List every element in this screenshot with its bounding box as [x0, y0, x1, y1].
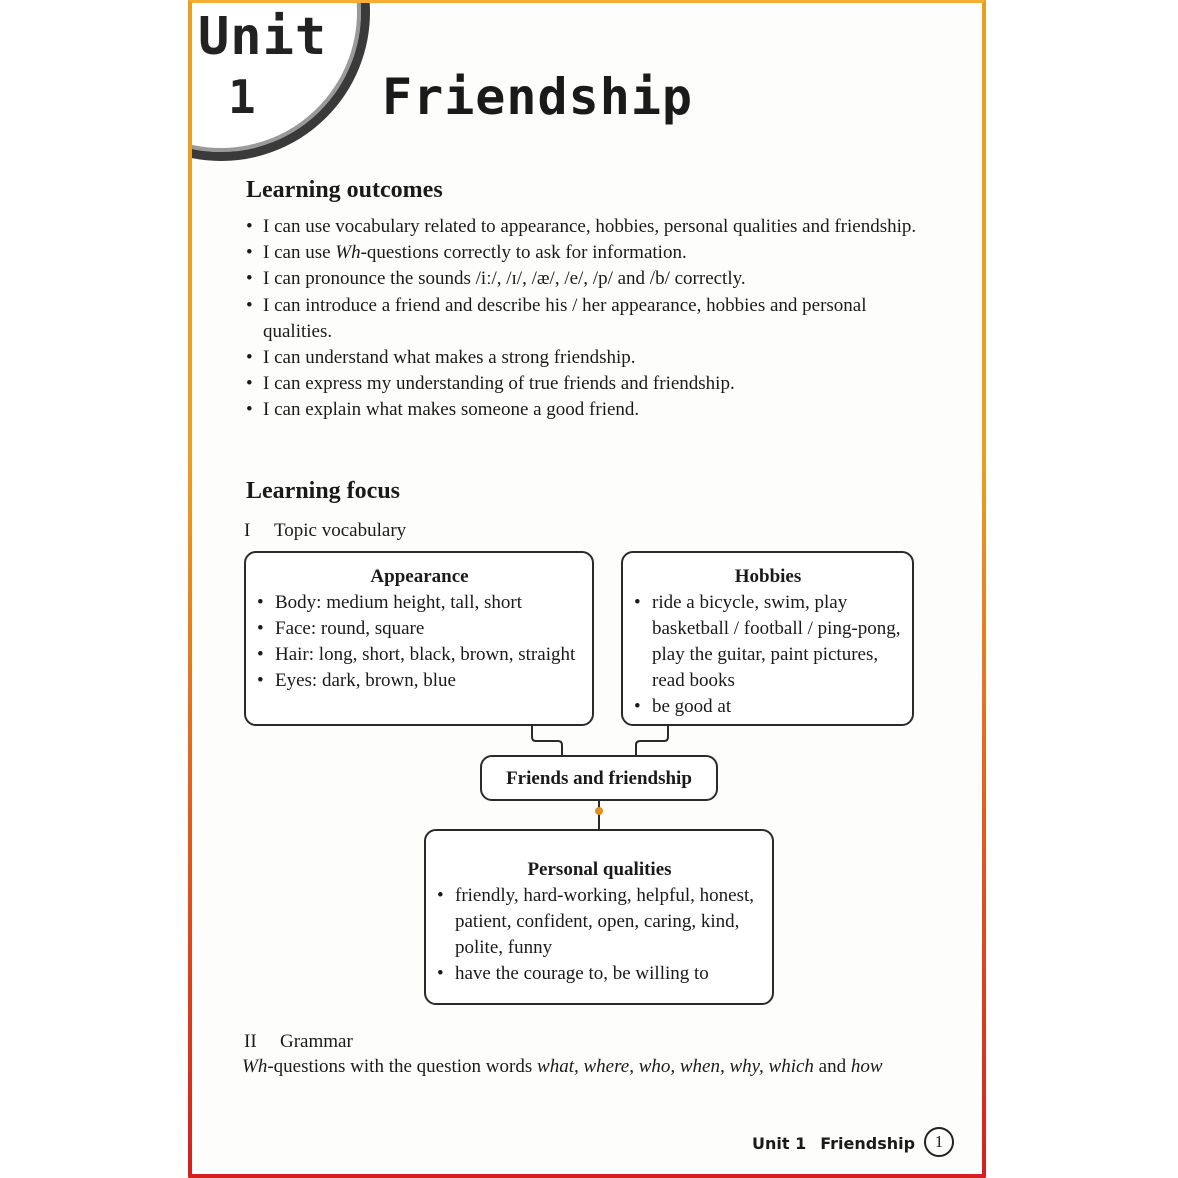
personal-qualities-heading: Personal qualities [527, 859, 672, 880]
wh-italic: Wh [335, 242, 361, 264]
grammar-numeral: II [244, 1031, 257, 1052]
topic-label: Topic vocabulary [274, 520, 407, 541]
list-item: • Body: medium height, tall, short [257, 590, 582, 616]
grammar-description [242, 1054, 922, 1080]
page-number: 1 [924, 1127, 954, 1157]
connector-hobbies [636, 724, 668, 756]
textbook-page [192, 3, 982, 1174]
list-item: • Face: round, square [257, 616, 582, 642]
learning-focus-heading: Learning focus [246, 478, 401, 504]
list-item: • be good at [634, 694, 902, 720]
grammar-text: -questions with the question words [267, 1056, 533, 1077]
outcome-item: • I can explain what makes someone a good friend. [246, 397, 926, 423]
friends-and-friendship-box [480, 755, 718, 801]
unit-number: 1 [228, 70, 256, 124]
connector-appearance [532, 724, 562, 756]
question-word-how: how [850, 1056, 883, 1077]
hobbies-list [634, 590, 902, 720]
page-title: Friendship [382, 68, 694, 126]
personal-qualities-box [424, 829, 774, 1005]
list-item: • Hair: long, short, black, brown, straight [257, 642, 582, 668]
outcome-item: • I can pronounce the sounds /iː/, /ɪ/, /æ/, /e/, /p/ and /b/ correctly. [246, 266, 926, 292]
grammar-and: and [818, 1056, 847, 1077]
personal-qualities-list [437, 883, 762, 987]
appearance-list [257, 590, 582, 694]
outcome-item: • I can use vocabulary related to appearance, hobbies, personal qualities and friendship. [246, 214, 926, 240]
hobbies-heading: Hobbies [734, 566, 802, 587]
grammar-label: Grammar [280, 1031, 353, 1052]
outcome-item: • I can express my understanding of true friends and friendship. [246, 371, 926, 397]
outcome-item: • I can use Wh-questions correctly to ask for information. [246, 240, 926, 266]
appearance-heading: Appearance [370, 566, 469, 587]
question-words: what, where, who, when, why, which [537, 1056, 814, 1077]
unit-label: Unit [198, 7, 328, 67]
footer-title: Friendship [820, 1134, 916, 1153]
list-item: • have the courage to, be willing to [437, 961, 762, 987]
footer-unit: Unit 1 [752, 1134, 807, 1153]
topic-numeral: I [244, 520, 251, 541]
learning-outcomes-heading: Learning outcomes [246, 177, 443, 203]
appearance-box [244, 551, 594, 726]
connector-dot [595, 807, 603, 815]
outcome-item-rest: -questions correctly to ask for information. [360, 242, 687, 264]
list-item: • Eyes: dark, brown, blue [257, 668, 582, 694]
wh-italic: Wh [242, 1056, 268, 1077]
page-footer [752, 1133, 915, 1155]
outcome-item: • I can introduce a friend and describe his / her appearance, hobbies and personal qualities. [246, 293, 926, 345]
outcome-item: • I can understand what makes a strong friendship. [246, 345, 926, 371]
center-heading: Friends and friendship [506, 768, 692, 789]
grammar-heading [244, 1029, 353, 1055]
list-item: • ride a bicycle, swim, play basketball / football / ping-pong, play the guitar, paint pictures, read books [634, 590, 902, 694]
list-item: • friendly, hard-working, helpful, honest, patient, confident, open, caring, kind, polite, funny [437, 883, 762, 961]
hobbies-box [621, 551, 914, 726]
